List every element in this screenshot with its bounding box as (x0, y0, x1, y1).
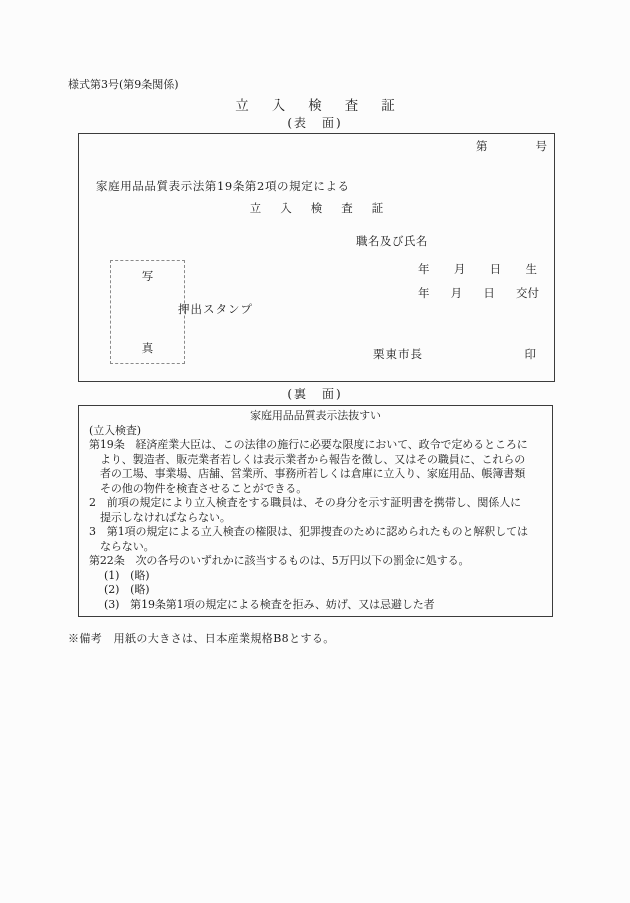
form-number-label: 様式第3号(第9条関係) (68, 78, 179, 91)
front-side-label: (表 面) (287, 116, 343, 130)
law-excerpt-line: その他の物件を検査させることができる。 (100, 481, 308, 495)
law-excerpt-line: (3) 第19条第1項の規定による検査を拒み、妨げ、又は忌避した者 (104, 597, 435, 611)
birth-month-label: 月 (453, 262, 466, 276)
law-excerpt-line: (2) (略) (104, 583, 150, 596)
birth-day-label: 日 (489, 262, 502, 276)
remark-note: ※備考 用紙の大きさは、日本産業規格B8とする。 (68, 632, 335, 645)
issuer-row (373, 346, 537, 362)
law-excerpt-line: 者の工場、事業場、店舗、営業所、事務所若しくは倉庫に立入り、家庭用品、帳簿書類 (100, 467, 526, 480)
issue-month-label: 月 (450, 286, 463, 300)
law-excerpt-line: 第19条 経済産業大臣は、この法律の施行に必要な限度において、政令で定めるところに (89, 438, 528, 451)
photo-label-top: 写 (141, 269, 154, 283)
certificate-number-row (476, 138, 547, 154)
law-reference: 家庭用品品質表示法第19条第2項の規定による (96, 179, 350, 193)
back-title: 家庭用品品質表示法抜すい (250, 409, 381, 422)
seal-mark: 印 (524, 347, 537, 361)
name-label: 職名及び氏名 (356, 234, 428, 248)
law-excerpt-line: ならない。 (100, 539, 155, 553)
number-prefix: 第 (476, 139, 488, 153)
birth-year-label: 年 (418, 262, 430, 276)
issue-day-label: 日 (483, 286, 495, 300)
issue-year-label: 年 (418, 286, 430, 300)
issue-suffix-label: 交付 (515, 286, 539, 300)
card-title: 立入検査証 (249, 201, 403, 215)
number-suffix: 号 (535, 139, 547, 153)
law-excerpt-line: 2 前項の規定により立入検査をする職員は、その身分を示す証明書を携帯し、関係人に (89, 496, 521, 509)
birth-suffix-label: 生 (525, 262, 537, 276)
law-excerpt-line: 第22条 次の各号のいずれかに該当するものは、5万円以下の罰金に処する。 (89, 554, 470, 567)
issue-date-row (418, 285, 539, 301)
issuer-name: 栗東市長 (373, 347, 423, 361)
law-excerpt-line: (立入検査) (89, 423, 141, 437)
law-excerpt-line: (1) (略) (104, 568, 150, 582)
law-excerpt-line: 提示しなければならない。 (100, 510, 231, 524)
back-card (78, 405, 553, 617)
back-side-label: (裏 面) (287, 387, 343, 401)
photo-placeholder-box (110, 260, 185, 364)
photo-label-bottom: 真 (141, 341, 154, 355)
document-title: 立入検査証 (235, 98, 418, 114)
birth-date-row (418, 261, 537, 277)
front-card (78, 133, 555, 382)
law-excerpt-line: より、製造者、販売業者若しくは表示業者から報告を徴し、又はその職員に、これらの (100, 452, 526, 466)
stamp-label: 押出スタンプ (178, 302, 253, 316)
law-excerpt-line: 3 第1項の規定による立入検査の権限は、犯罪捜査のために認められたものと解釈しては (89, 525, 528, 538)
